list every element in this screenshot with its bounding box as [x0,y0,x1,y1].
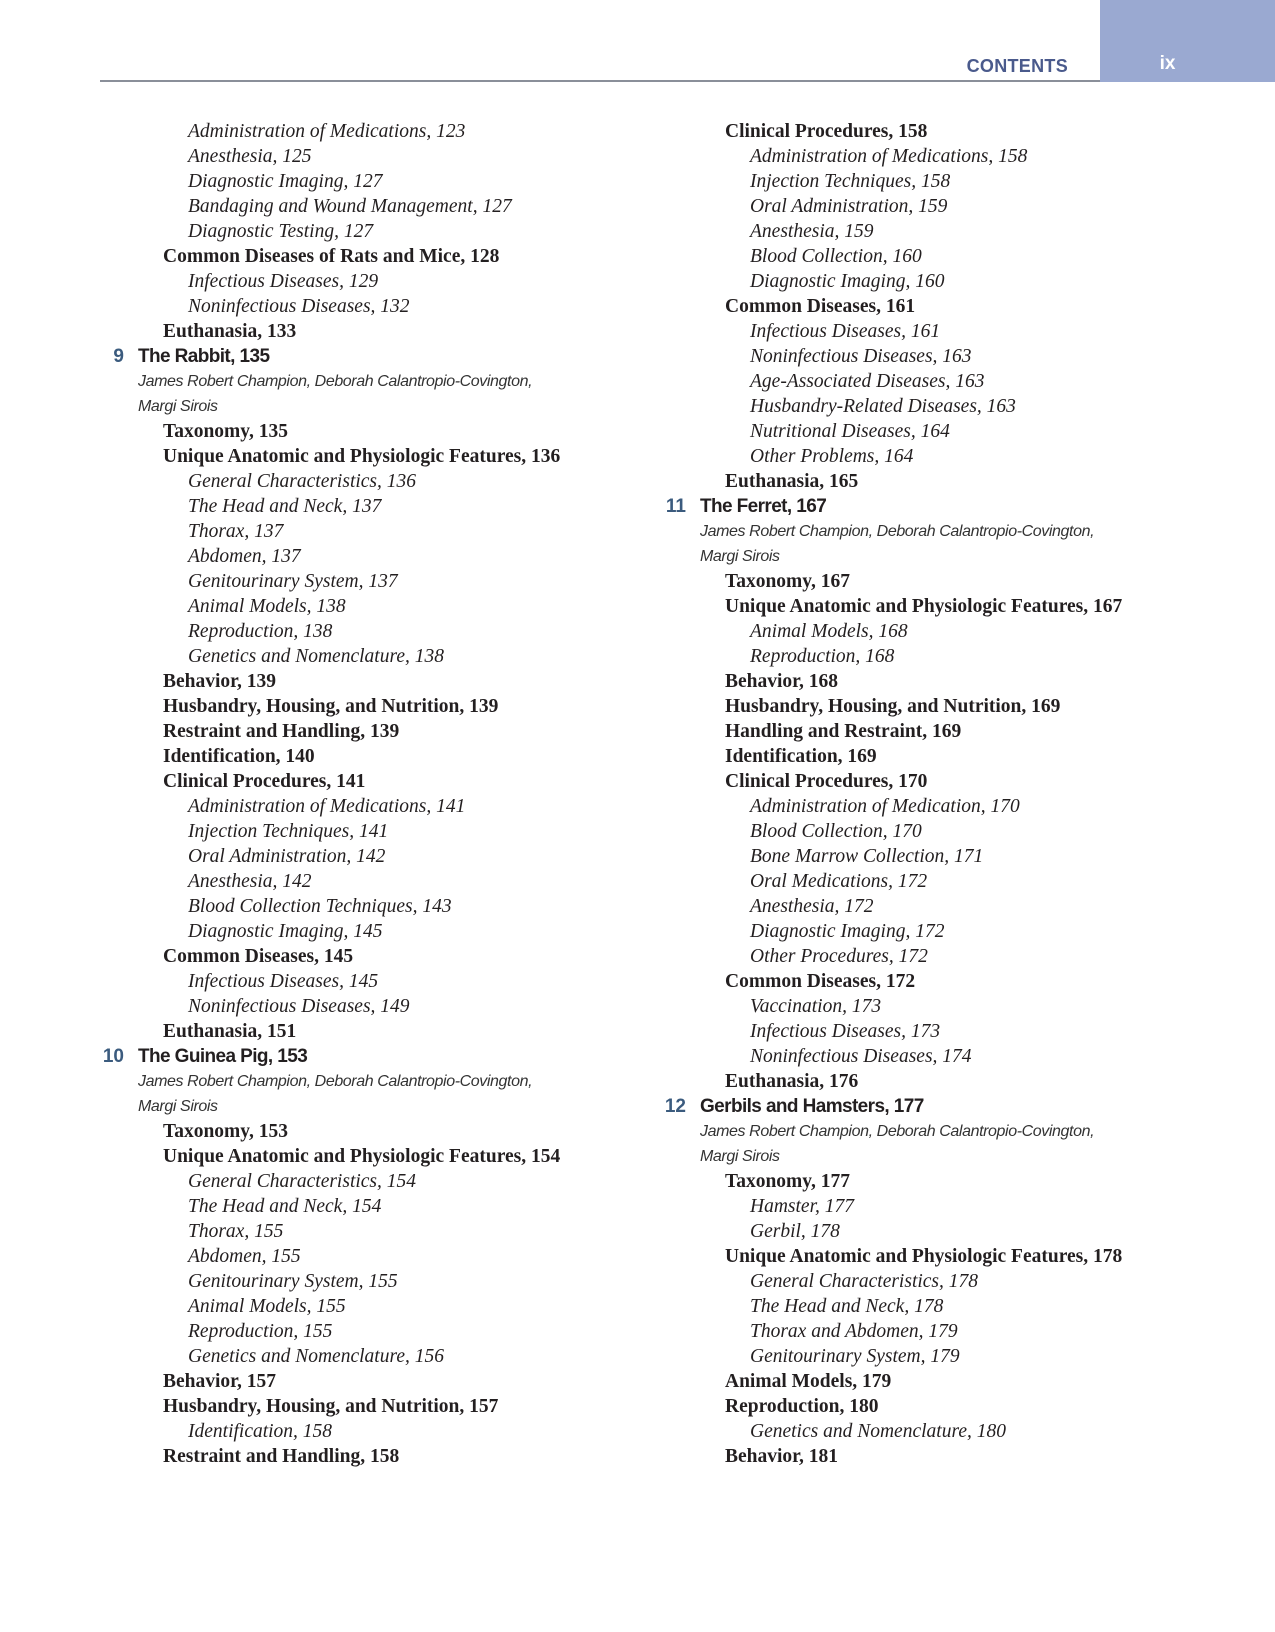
toc-subsection-entry [100,194,660,219]
toc-section-entry [662,469,1242,494]
subsection-title: Animal Models, 138 [188,596,346,617]
chapter-authors: Margi Sirois [138,1098,218,1115]
section-title: Husbandry, Housing, and Nutrition, 169 [725,696,1061,717]
subsection-title: Identification, 158 [188,1421,333,1442]
toc-section-entry [662,1169,1242,1194]
subsection-title: Age-Associated Diseases, 163 [750,371,985,392]
section-title: Unique Anatomic and Physiologic Features, 178 [725,1246,1123,1267]
toc-section-entry [100,719,660,744]
toc-chapter-entry [662,1094,1242,1119]
chapter-authors: James Robert Champion, Deborah Calantropio-Covington, [700,523,1095,540]
chapter-number: 12 [664,1096,686,1117]
subsection-title: Diagnostic Imaging, 172 [750,921,945,942]
section-title: Animal Models, 179 [725,1371,892,1392]
toc-subsection-entry [662,394,1242,419]
section-title: Behavior, 181 [725,1446,839,1467]
toc-subsection-entry [662,369,1242,394]
subsection-title: Noninfectious Diseases, 149 [188,996,410,1017]
toc-subsection-entry [662,1419,1242,1444]
toc-section-entry [100,669,660,694]
toc-section-entry [662,1369,1242,1394]
toc-subsection-entry [662,844,1242,869]
subsection-title: Animal Models, 168 [750,621,908,642]
section-title: Taxonomy, 135 [163,421,288,442]
toc-subsection-entry [100,919,660,944]
chapter-number: 10 [102,1046,124,1067]
subsection-title: General Characteristics, 178 [750,1271,979,1292]
subsection-title: Anesthesia, 142 [188,871,312,892]
subsection-title: Noninfectious Diseases, 163 [750,346,972,367]
subsection-title: Reproduction, 168 [750,646,895,667]
toc-author-line [100,369,660,394]
subsection-title: Nutritional Diseases, 164 [750,421,950,442]
toc-section-entry [662,669,1242,694]
section-title: Clinical Procedures, 158 [725,121,928,142]
chapter-number: 9 [113,346,124,367]
toc-subsection-entry [662,869,1242,894]
subsection-title: Genetics and Nomenclature, 180 [750,1421,1006,1442]
subsection-title: Administration of Medications, 141 [188,796,466,817]
subsection-title: Abdomen, 155 [188,1246,301,1267]
toc-subsection-entry [100,169,660,194]
toc-subsection-entry [662,794,1242,819]
toc-subsection-entry [100,1344,660,1369]
subsection-title: Vaccination, 173 [750,996,882,1017]
subsection-title: The Head and Neck, 154 [188,1196,382,1217]
toc-subsection-entry [100,1269,660,1294]
subsection-title: Reproduction, 138 [188,621,333,642]
toc-section-entry [100,1369,660,1394]
toc-left-column [100,119,660,1469]
subsection-title: Infectious Diseases, 173 [750,1021,941,1042]
toc-section-entry [100,319,660,344]
chapter-authors: Margi Sirois [138,398,218,415]
toc-subsection-entry [100,119,660,144]
subsection-title: The Head and Neck, 137 [188,496,382,517]
toc-subsection-entry [100,644,660,669]
section-title: Reproduction, 180 [725,1396,879,1417]
toc-subsection-entry [100,844,660,869]
toc-subsection-entry [662,819,1242,844]
toc-section-entry [100,744,660,769]
toc-author-line [662,1144,1242,1169]
toc-subsection-entry [662,419,1242,444]
subsection-title: Other Problems, 164 [750,446,914,467]
section-title: Common Diseases of Rats and Mice, 128 [163,246,500,267]
header-rule [100,80,1100,82]
subsection-title: Genitourinary System, 155 [188,1271,398,1292]
section-title: Unique Anatomic and Physiologic Features, 154 [163,1146,561,1167]
toc-subsection-entry [100,569,660,594]
toc-subsection-entry [100,594,660,619]
chapter-authors: Margi Sirois [700,548,780,565]
section-title: Behavior, 168 [725,671,839,692]
toc-subsection-entry [662,944,1242,969]
toc-subsection-entry [662,1219,1242,1244]
toc-subsection-entry [662,619,1242,644]
toc-section-entry [662,1394,1242,1419]
subsection-title: Blood Collection, 160 [750,246,922,267]
toc-subsection-entry [100,869,660,894]
toc-author-line [662,519,1242,544]
toc-section-entry [662,1244,1242,1269]
subsection-title: Administration of Medications, 158 [750,146,1028,167]
subsection-title: Bone Marrow Collection, 171 [750,846,984,867]
subsection-title: Oral Administration, 142 [188,846,386,867]
toc-subsection-entry [662,319,1242,344]
section-title: Clinical Procedures, 141 [163,771,366,792]
toc-chapter-entry [662,494,1242,519]
subsection-title: Abdomen, 137 [188,546,301,567]
toc-section-entry [662,719,1242,744]
subsection-title: Infectious Diseases, 129 [188,271,379,292]
subsection-title: Anesthesia, 159 [750,221,874,242]
chapter-title: The Rabbit, 135 [138,346,270,367]
section-title: Common Diseases, 172 [725,971,916,992]
toc-subsection-entry [100,1194,660,1219]
toc-subsection-entry [100,144,660,169]
toc-section-entry [100,944,660,969]
toc-subsection-entry [100,519,660,544]
toc-chapter-entry [100,344,660,369]
subsection-title: Genitourinary System, 137 [188,571,398,592]
section-title: Behavior, 139 [163,671,277,692]
subsection-title: Administration of Medication, 170 [750,796,1020,817]
subsection-title: Thorax and Abdomen, 179 [750,1321,958,1342]
toc-chapter-entry [100,1044,660,1069]
toc-right-column [662,119,1242,1469]
chapter-authors: James Robert Champion, Deborah Calantropio-Covington, [138,1073,533,1090]
subsection-title: Thorax, 137 [188,521,284,542]
toc-subsection-entry [662,1194,1242,1219]
subsection-title: Injection Techniques, 141 [188,821,389,842]
toc-subsection-entry [100,294,660,319]
subsection-title: Bandaging and Wound Management, 127 [188,196,512,217]
subsection-title: Other Procedures, 172 [750,946,928,967]
section-title: Euthanasia, 176 [725,1071,859,1092]
toc-section-entry [662,119,1242,144]
section-title: Unique Anatomic and Physiologic Features, 136 [163,446,561,467]
subsection-title: Anesthesia, 172 [750,896,874,917]
toc-section-entry [100,1444,660,1469]
toc-subsection-entry [662,1319,1242,1344]
chapter-number: 11 [665,496,686,517]
section-title: Restraint and Handling, 139 [163,721,400,742]
toc-author-line [100,1094,660,1119]
toc-subsection-entry [100,1244,660,1269]
subsection-title: Animal Models, 155 [188,1296,346,1317]
toc-subsection-entry [100,994,660,1019]
toc-section-entry [100,1394,660,1419]
subsection-title: Diagnostic Testing, 127 [188,221,374,242]
section-title: Handling and Restraint, 169 [725,721,962,742]
subsection-title: Oral Administration, 159 [750,196,948,217]
toc-subsection-entry [662,1044,1242,1069]
toc-subsection-entry [100,469,660,494]
subsection-title: General Characteristics, 154 [188,1171,417,1192]
subsection-title: Hamster, 177 [750,1196,855,1217]
section-title: Common Diseases, 145 [163,946,354,967]
toc-subsection-entry [662,894,1242,919]
subsection-title: Gerbil, 178 [750,1221,840,1242]
toc-section-entry [662,594,1242,619]
toc-section-entry [662,1444,1242,1469]
toc-subsection-entry [662,644,1242,669]
subsection-title: Infectious Diseases, 145 [188,971,379,992]
toc-subsection-entry [662,194,1242,219]
section-title: Identification, 140 [163,746,315,767]
subsection-title: Oral Medications, 172 [750,871,928,892]
toc-subsection-entry [662,244,1242,269]
toc-subsection-entry [100,619,660,644]
toc-subsection-entry [100,819,660,844]
section-title: Restraint and Handling, 158 [163,1446,400,1467]
chapter-authors: James Robert Champion, Deborah Calantropio-Covington, [700,1123,1095,1140]
toc-section-entry [662,294,1242,319]
chapter-title: The Guinea Pig, 153 [138,1046,308,1067]
toc-subsection-entry [662,444,1242,469]
subsection-title: Thorax, 155 [188,1221,284,1242]
toc-subsection-entry [100,494,660,519]
toc-subsection-entry [662,1269,1242,1294]
toc-section-entry [100,1144,660,1169]
toc-section-entry [100,694,660,719]
toc-subsection-entry [100,1419,660,1444]
toc-subsection-entry [662,1294,1242,1319]
subsection-title: Noninfectious Diseases, 174 [750,1046,972,1067]
toc-subsection-entry [662,344,1242,369]
toc-subsection-entry [100,969,660,994]
section-title: Behavior, 157 [163,1371,277,1392]
chapter-title: Gerbils and Hamsters, 177 [700,1096,924,1117]
section-title: Unique Anatomic and Physiologic Features, 167 [725,596,1123,617]
page-number: ix [1159,53,1176,74]
toc-section-entry [100,1119,660,1144]
toc-subsection-entry [100,219,660,244]
subsection-title: Diagnostic Imaging, 160 [750,271,945,292]
chapter-authors: Margi Sirois [700,1148,780,1165]
toc-section-entry [662,694,1242,719]
subsection-title: Infectious Diseases, 161 [750,321,941,342]
subsection-title: Injection Techniques, 158 [750,171,951,192]
subsection-title: Genitourinary System, 179 [750,1346,960,1367]
subsection-title: Diagnostic Imaging, 145 [188,921,383,942]
subsection-title: The Head and Neck, 178 [750,1296,944,1317]
toc-subsection-entry [662,1344,1242,1369]
toc-subsection-entry [100,544,660,569]
toc-subsection-entry [100,794,660,819]
toc-subsection-entry [662,219,1242,244]
subsection-title: Noninfectious Diseases, 132 [188,296,410,317]
toc-section-entry [100,419,660,444]
toc-subsection-entry [662,269,1242,294]
running-head: CONTENTS [966,56,1068,76]
section-title: Taxonomy, 177 [725,1171,850,1192]
toc-subsection-entry [662,919,1242,944]
subsection-title: General Characteristics, 136 [188,471,417,492]
chapter-authors: James Robert Champion, Deborah Calantropio-Covington, [138,373,533,390]
toc-section-entry [662,1069,1242,1094]
toc-subsection-entry [662,994,1242,1019]
toc-subsection-entry [662,1019,1242,1044]
subsection-title: Anesthesia, 125 [188,146,312,167]
subsection-title: Diagnostic Imaging, 127 [188,171,383,192]
subsection-title: Blood Collection, 170 [750,821,922,842]
section-title: Taxonomy, 167 [725,571,850,592]
toc-section-entry [662,969,1242,994]
section-title: Euthanasia, 133 [163,321,297,342]
toc-subsection-entry [100,269,660,294]
section-title: Common Diseases, 161 [725,296,916,317]
section-title: Euthanasia, 165 [725,471,859,492]
section-title: Euthanasia, 151 [163,1021,297,1042]
toc-subsection-entry [100,1319,660,1344]
toc-section-entry [100,1019,660,1044]
toc-subsection-entry [662,169,1242,194]
subsection-title: Blood Collection Techniques, 143 [188,896,452,917]
toc-author-line [100,394,660,419]
toc-author-line [100,1069,660,1094]
toc-subsection-entry [662,144,1242,169]
section-title: Husbandry, Housing, and Nutrition, 157 [163,1396,499,1417]
section-title: Identification, 169 [725,746,877,767]
toc-section-entry [100,769,660,794]
toc-author-line [662,1119,1242,1144]
toc-subsection-entry [100,1169,660,1194]
chapter-title: The Ferret, 167 [700,496,827,517]
toc-author-line [662,544,1242,569]
subsection-title: Genetics and Nomenclature, 156 [188,1346,444,1367]
toc-section-entry [662,769,1242,794]
toc-section-entry [100,244,660,269]
subsection-title: Genetics and Nomenclature, 138 [188,646,444,667]
toc-subsection-entry [100,1219,660,1244]
toc-section-entry [662,569,1242,594]
toc-section-entry [100,444,660,469]
toc-subsection-entry [100,1294,660,1319]
toc-section-entry [662,744,1242,769]
subsection-title: Reproduction, 155 [188,1321,333,1342]
section-title: Husbandry, Housing, and Nutrition, 139 [163,696,499,717]
subsection-title: Husbandry-Related Diseases, 163 [750,396,1016,417]
toc-subsection-entry [100,894,660,919]
section-title: Taxonomy, 153 [163,1121,288,1142]
subsection-title: Administration of Medications, 123 [188,121,466,142]
section-title: Clinical Procedures, 170 [725,771,928,792]
